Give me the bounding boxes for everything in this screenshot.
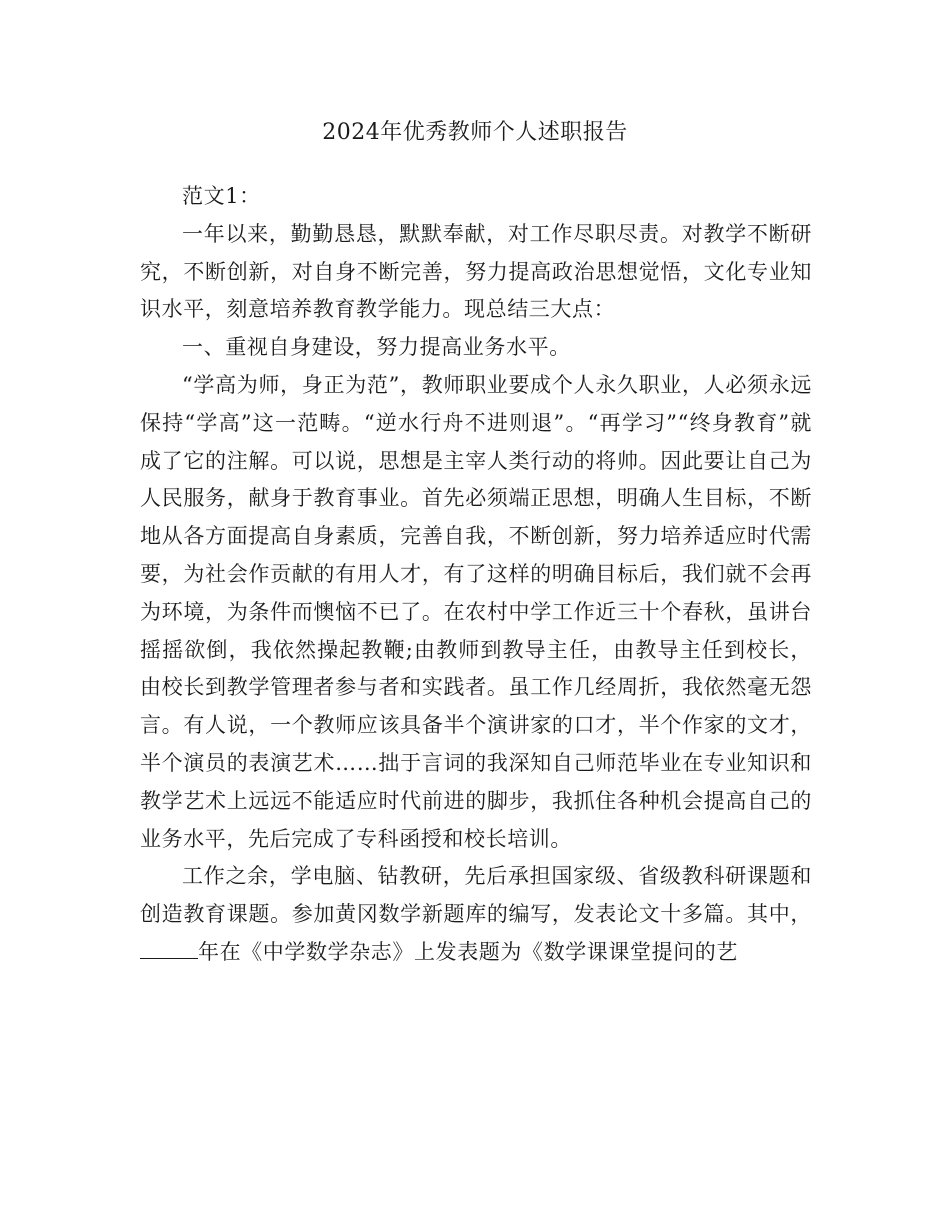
fill-in-blank bbox=[140, 940, 198, 959]
paragraph-research-tail: 年在《中学数学杂志》上发表题为《数学课课堂提问的艺 bbox=[198, 939, 738, 964]
section-heading: 一、重视自身建设，努力提高业务水平。 bbox=[182, 335, 571, 360]
document-title: 2024年优秀教师个人述职报告 bbox=[322, 120, 628, 145]
paragraph-research bbox=[140, 858, 812, 971]
paragraph-research-text: 工作之余，学电脑、钻教研，先后承担国家级、省级教科研课题和创造教育课题。参加黄冈数学新题库的编写，发表论文十多篇。其中， bbox=[140, 864, 812, 927]
paragraph-intro: 一年以来，勤勤恳恳，默默奉献，对工作尽职尽责。对教学不断研究，不断创新，对自身不断完善，努力提高政治思想觉悟，文化专业知识水平，刻意培养教育教学能力。现总结三大点： bbox=[140, 221, 812, 322]
document-body bbox=[140, 178, 812, 972]
paragraph-sample-label: 范文1： bbox=[182, 184, 261, 208]
paragraph-main: “学高为师，身正为范”，教师职业要成个人永久职业，人必须永远保持“学高”这一范畴。“逆水行舟不进则退”。“再学习”“终身教育”就成了它的注解。可以说，思想是主宰人类行动的将帅。因此要让自己为人民服务，献身于教育事业。首先必须端正思想，明确人生目标，不断地从各方面提高自身素质，完善自我，不断创新，努力培养适应时代需要，为社会作贡献的有用人才，有了这样的明确目标后，我们就不会再为环境，为条件而懊恼不已了。在农村中学工作近三十个春秋，虽讲台摇摇欲倒，我依然操起教鞭;由教师到教导主任，由教导主任到校长，由校长到教学管理者参与者和实践者。虽工作几经周折，我依然毫无怨言。有人说，一个教师应该具备半个演讲家的口才，半个作家的文才，半个演员的表演艺术……拙于言词的我深知自己师范毕业在专业知识和教学艺术上远远不能适应时代前进的脚步，我抓住各种机会提高自己的业务水平，先后完成了专科函授和校长培训。 bbox=[140, 372, 812, 851]
